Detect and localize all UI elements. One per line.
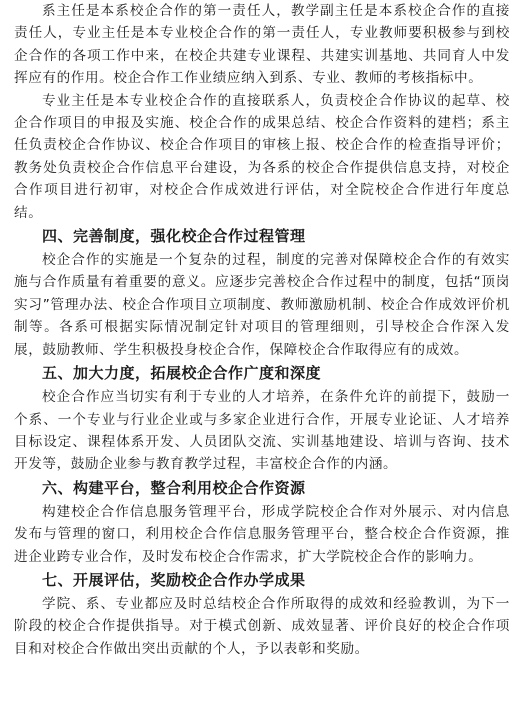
paragraph-platform: 构建校企合作信息服务管理平台，形成学院校企合作对外展示、对内信息发布与管理的窗口，利用校企合作信息服务管理平台，整合校企合作资源，推进企业跨专业合作，及时发布校企合作需求，扩大学院校企合作的影响力。 [14, 503, 510, 565]
paragraph-evaluation: 学院、系、专业都应及时总结校企合作所取得的成效和经验教训，为下一阶段的校企合作提供指导。对于模式创新、成效显著、评价良好的校企合作项目和对校企合作做出突出贡献的个人，予以表彰和奖励。 [14, 595, 510, 657]
paragraph-duties: 专业主任是本专业校企合作的直接联系人，负责校企合作协议的起草、校企合作项目的申报及实施、校企合作的成果总结、校企合作资料的建档；系主任负责校企合作协议、校企合作项目的审核上报、校企合作的检查指导评价；教务处负责校企合作信息平台建设，为各系的校企合作提供信息支持，对校企合作项目进行初审，对校企合作成效进行评估，对全院校企合作进行年度总结。 [14, 92, 510, 221]
document-body [14, 0, 510, 660]
paragraph-expand: 校企合作应当切实有利于专业的人才培养，在条件允许的前提下，鼓励一个系、一个专业与行业企业或与多家企业进行合作，开展专业论证、人才培养目标设定、课程体系开发、人员团队交流、实训基地建设、培训与咨询、技术开发等，鼓励企业参与教育教学过程，丰富校企合作的内涵。 [14, 389, 510, 473]
paragraph-responsibility: 系主任是本系校企合作的第一责任人，教学副主任是本系校企合作的直接责任人，专业主任是本专业校企合作的第一责任人，专业教师要积极参与到校企合作的各项工作中来，在校企共建专业课程、共建实训基地、共同育人中发挥应有的作用。校企合作工作业绩应纳入到系、专业、教师的考核指标中。 [14, 3, 510, 87]
section-heading-5: 五、加大力度，拓展校企合作广度和深度 [42, 364, 322, 383]
section-heading-7: 七、开展评估，奖励校企合作办学成果 [42, 570, 306, 589]
paragraph-system: 校企合作的实施是一个复杂的过程，制度的完善对保障校企合作的有效实施与合作质量有着重要的意义。应逐步完善校企合作过程中的制度，包括“顶岗实习”管理办法、校企合作项目立项制度、教师激励机制、校企合作成效评价机制等。各系可根据实际情况制定针对项目的管理细则，引导校企合作深入发展，鼓励教师、学生积极投身校企合作，保障校企合作取得应有的成效。 [14, 252, 510, 358]
section-heading-6: 六、构建平台，整合利用校企合作资源 [42, 478, 306, 497]
section-heading-4: 四、完善制度，强化校企合作过程管理 [42, 227, 306, 246]
